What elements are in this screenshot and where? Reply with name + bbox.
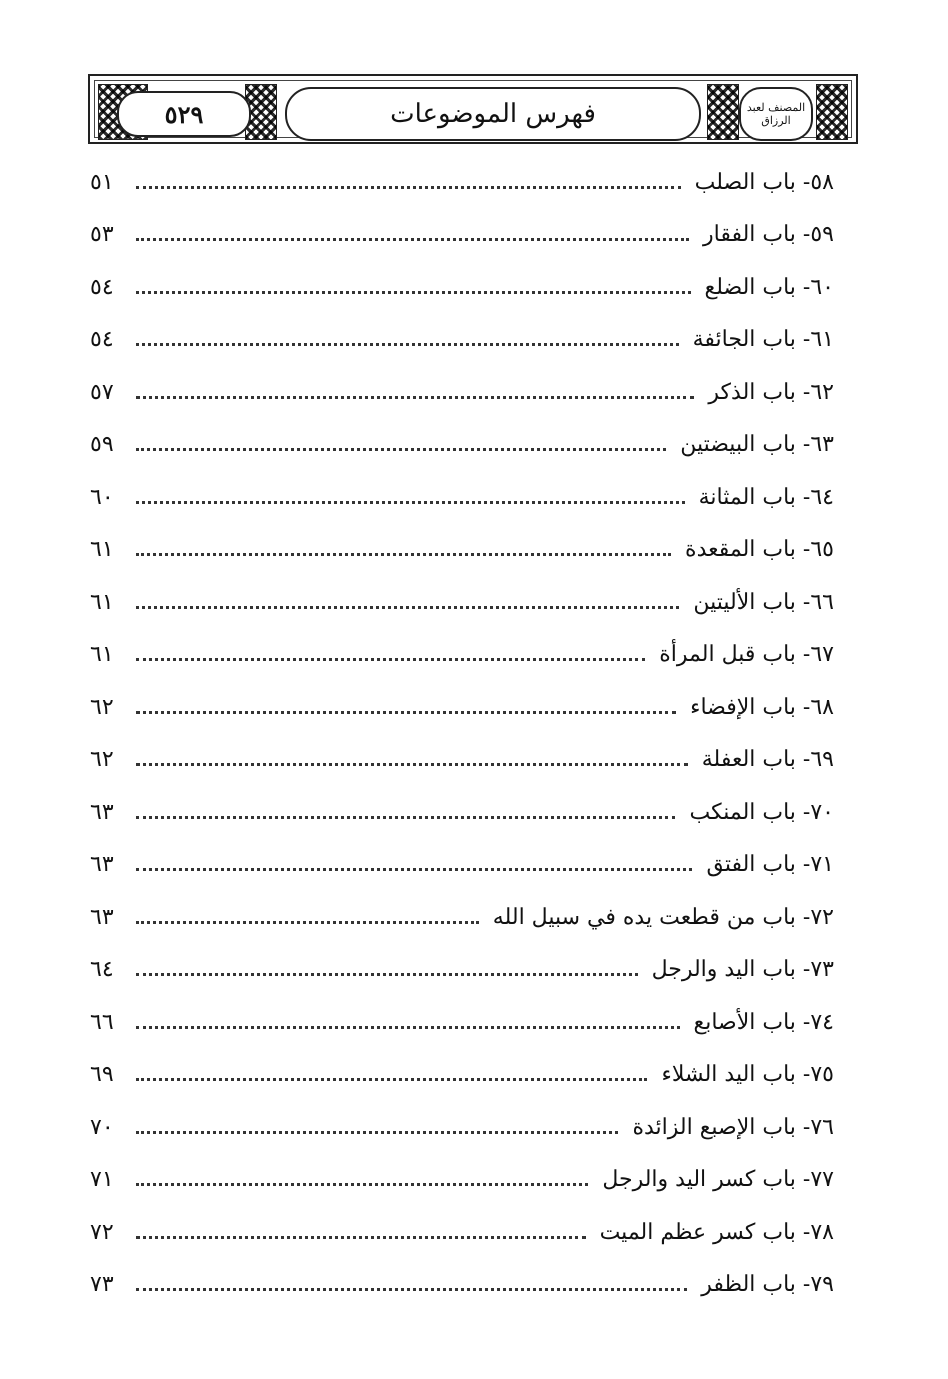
toc-entry-title: ٥٨- باب الصلب (694, 169, 834, 195)
dot-leader (136, 1236, 586, 1239)
toc-entry-title: ٧٢- باب من قطعت يده في سبيل الله (492, 904, 834, 930)
toc-entry (90, 366, 834, 419)
toc-entry-page: ٧٣ (90, 1272, 114, 1298)
toc-entry-page: ٧٠ (90, 1114, 114, 1140)
dot-leader (136, 1288, 687, 1291)
dot-leader (136, 343, 679, 346)
toc-entry (90, 839, 834, 892)
dot-leader (136, 1078, 647, 1081)
toc-entry (90, 786, 834, 839)
toc-entry (90, 1049, 834, 1102)
running-header (88, 74, 858, 144)
dot-leader (136, 763, 688, 766)
dot-leader (136, 1183, 588, 1186)
toc-entry (90, 629, 834, 682)
toc-entry-page: ٥٤ (90, 274, 114, 300)
toc-entry (90, 1206, 834, 1259)
dot-leader (136, 501, 685, 504)
toc-entry-page: ٧١ (90, 1167, 114, 1193)
dot-leader (136, 921, 479, 924)
toc-entry-title: ٧٩- باب الظفر (701, 1272, 834, 1298)
toc-entry (90, 681, 834, 734)
ornament-right-outer (816, 84, 848, 140)
toc-entry-title: ٦٢- باب الذكر (708, 379, 834, 405)
toc-entry (90, 891, 834, 944)
toc-entry (90, 419, 834, 472)
toc-entry (90, 734, 834, 787)
dot-leader (136, 1026, 680, 1029)
toc-entry-title: ٦٧- باب قبل المرأة (659, 642, 834, 668)
toc-entry-page: ٦٢ (90, 747, 114, 773)
toc-entry-title: ٦١- باب الجائفة (692, 327, 834, 353)
dot-leader (136, 868, 692, 871)
toc-entry (90, 471, 834, 524)
toc-entry-page: ٥٧ (90, 379, 114, 405)
toc-entry-title: ٧٣- باب اليد والرجل (651, 957, 834, 983)
toc-entry-title: ٦٤- باب المثانة (698, 484, 834, 510)
toc-entry (90, 996, 834, 1049)
toc-entry-page: ٦١ (90, 537, 114, 563)
toc-entry-page: ٥١ (90, 169, 114, 195)
toc-entry-page: ٦٢ (90, 694, 114, 720)
dot-leader (136, 606, 679, 609)
toc-entry-page: ٦٠ (90, 484, 114, 510)
toc-entry-page: ٥٩ (90, 432, 114, 458)
toc-entry-title: ٦٣- باب البيضتين (680, 432, 834, 458)
toc-entry (90, 261, 834, 314)
toc-entry-title: ٦٨- باب الإفضاء (690, 694, 834, 720)
toc-entry-page: ٦٣ (90, 852, 114, 878)
toc-entry-title: ٦٥- باب المقعدة (685, 537, 834, 563)
dot-leader (136, 1131, 618, 1134)
toc-entry-title: ٦٠- باب الضلع (704, 274, 834, 300)
toc-entry-title: ٧٧- باب كسر اليد والرجل (602, 1167, 834, 1193)
dot-leader (136, 186, 681, 189)
toc-entry-page: ٦١ (90, 589, 114, 615)
toc-entry (90, 209, 834, 262)
dot-leader (136, 396, 694, 399)
page-title: فهرس الموضوعات (285, 87, 701, 141)
book-logo: المصنف لعبد الرزاق (739, 87, 813, 141)
toc-entry-title: ٦٩- باب العفلة (701, 747, 834, 773)
toc-entry-title: ٧٠- باب المنكب (689, 799, 834, 825)
toc-entry-title: ٧٤- باب الأصابع (693, 1009, 834, 1035)
page-number: ٥٢٩ (117, 91, 251, 137)
toc-entry (90, 1154, 834, 1207)
toc-entry-page: ٧٢ (90, 1219, 114, 1245)
toc-entry-page: ٦٤ (90, 957, 114, 983)
dot-leader (136, 553, 671, 556)
toc-entry (90, 156, 834, 209)
toc-entry (90, 576, 834, 629)
toc-entry (90, 524, 834, 577)
dot-leader (136, 658, 645, 661)
dot-leader (136, 238, 689, 241)
toc-entry (90, 944, 834, 997)
toc-entry-page: ٦٣ (90, 799, 114, 825)
toc-entry-page: ٦٩ (90, 1062, 114, 1088)
ornament-right-inner (707, 84, 739, 140)
toc-entry-page: ٦٦ (90, 1009, 114, 1035)
toc-entry-title: ٧٦- باب الإصبع الزائدة (632, 1114, 834, 1140)
toc-entry-title: ٧٥- باب اليد الشلاء (661, 1062, 834, 1088)
toc-entry (90, 314, 834, 367)
toc-entry-title: ٦٦- باب الأليتين (693, 589, 834, 615)
dot-leader (136, 973, 638, 976)
toc-entry-page: ٥٤ (90, 327, 114, 353)
toc-entry-page: ٥٣ (90, 222, 114, 248)
header-frame (94, 80, 852, 138)
table-of-contents (90, 156, 834, 1311)
dot-leader (136, 711, 676, 714)
toc-entry-title: ٧٨- باب كسر عظم الميت (599, 1219, 834, 1245)
toc-entry (90, 1101, 834, 1154)
dot-leader (136, 816, 675, 819)
toc-entry (90, 1259, 834, 1312)
dot-leader (136, 291, 691, 294)
toc-entry-page: ٦٣ (90, 904, 114, 930)
toc-entry-page: ٦١ (90, 642, 114, 668)
dot-leader (136, 448, 666, 451)
toc-entry-title: ٧١- باب الفتق (706, 852, 834, 878)
toc-entry-title: ٥٩- باب الفقار (703, 222, 834, 248)
